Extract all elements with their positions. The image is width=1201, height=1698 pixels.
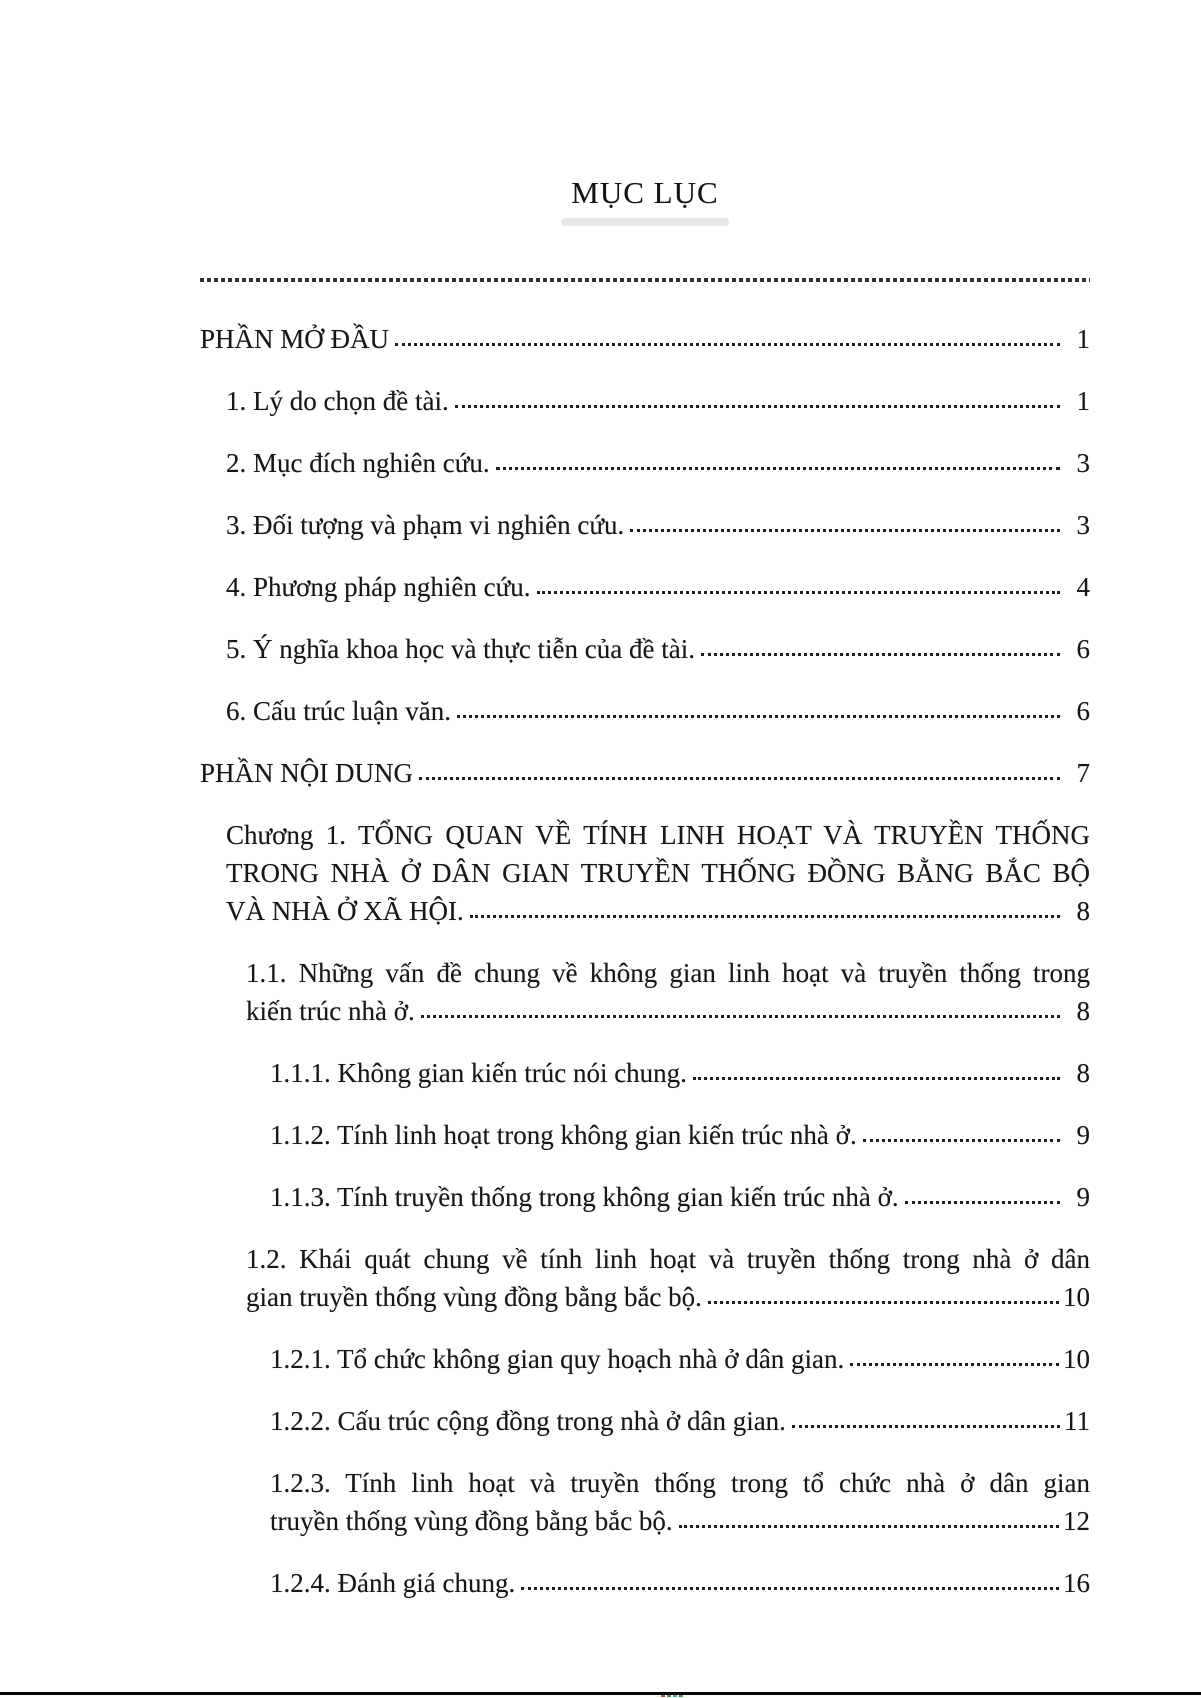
toc-entry <box>200 1240 1090 1316</box>
toc-entry-text: 1.1. Những vấn đề chung về không gian linh hoạt và truyền thống trong <box>246 958 1090 988</box>
toc-entry-lastline <box>226 892 1090 930</box>
dot-leader <box>630 529 1060 532</box>
page-number: 1 <box>1076 386 1090 416</box>
toc-entry <box>200 506 1090 544</box>
scan-speck <box>673 1695 677 1697</box>
toc-entry-label: truyền thống vùng đồng bằng bắc bộ. <box>270 1506 673 1536</box>
page-number: 16 <box>1063 1568 1090 1598</box>
toc-entry <box>200 630 1090 668</box>
dot-leader <box>679 1525 1059 1528</box>
toc-entry-label: PHẦN NỘI DUNG <box>200 758 413 788</box>
toc-entry-label: 6. Cấu trúc luận văn. <box>226 696 451 726</box>
toc-entry-lastline <box>270 1502 1090 1540</box>
page-number: 3 <box>1076 448 1090 478</box>
toc-entry-lastline <box>270 1178 1090 1216</box>
scan-speck <box>661 1695 665 1697</box>
scan-artifact-specks <box>661 1695 683 1697</box>
toc-entry-label: 1.1.1. Không gian kiến trúc nói chung. <box>270 1058 687 1088</box>
toc-entry <box>200 320 1090 358</box>
toc-entry <box>200 382 1090 420</box>
toc-entry-lastline <box>226 692 1090 730</box>
page-number: 8 <box>1076 896 1090 926</box>
page-number: 9 <box>1076 1120 1090 1150</box>
scan-speck <box>667 1695 671 1697</box>
toc-entry-label: VÀ NHÀ Ở XÃ HỘI. <box>226 896 464 926</box>
toc-entry <box>200 568 1090 606</box>
scan-speck <box>679 1695 683 1697</box>
page-number: 11 <box>1064 1406 1090 1436</box>
toc-entry <box>200 1116 1090 1154</box>
page-number: 6 <box>1076 696 1090 726</box>
page-number: 4 <box>1076 572 1090 602</box>
scan-edge-line <box>0 1692 1201 1695</box>
dot-leader <box>693 1077 1060 1080</box>
toc-entry <box>200 444 1090 482</box>
toc-entry-label: 1.2.2. Cấu trúc cộng đồng trong nhà ở dân gian. <box>270 1406 786 1436</box>
toc-entry <box>200 1054 1090 1092</box>
toc-entry-label: 1.2.4. Đánh giá chung. <box>270 1568 516 1598</box>
toc-entry <box>200 754 1090 792</box>
page-number: 10 <box>1063 1282 1090 1312</box>
toc-entry <box>200 1464 1090 1540</box>
toc-entry-lastline <box>270 1564 1090 1602</box>
title-artifact <box>561 218 729 226</box>
dot-leader <box>863 1139 1060 1142</box>
toc-entry-text: 1.2.3. Tính linh hoạt và truyền thống trong tổ chức nhà ở dân gian <box>270 1468 1090 1498</box>
toc-entry-lastline <box>226 506 1090 544</box>
dot-leader <box>701 653 1060 656</box>
separator-line <box>200 278 1090 282</box>
page-number: 8 <box>1076 996 1090 1026</box>
toc-entry-lastline <box>200 320 1090 358</box>
page-number: 6 <box>1076 634 1090 664</box>
toc-entry-lastline <box>226 630 1090 668</box>
page-number: 12 <box>1063 1506 1090 1536</box>
dot-leader <box>419 777 1060 780</box>
toc-entry-label: 1. Lý do chọn đề tài. <box>226 386 449 416</box>
toc-entry-label: 1.1.3. Tính truyền thống trong không gian kiến trúc nhà ở. <box>270 1182 899 1212</box>
dot-leader <box>850 1363 1059 1366</box>
dot-leader <box>421 1015 1060 1018</box>
toc-entry-lastline <box>226 444 1090 482</box>
dot-leader <box>395 343 1060 346</box>
toc-entry-lastline <box>270 1340 1090 1378</box>
toc-entry <box>200 692 1090 730</box>
dot-leader <box>521 1587 1059 1590</box>
toc-entry-label: 1.2.1. Tổ chức không gian quy hoạch nhà ở dân gian. <box>270 1344 845 1374</box>
toc-entry <box>200 954 1090 1030</box>
toc-entry-lastline <box>246 1278 1090 1316</box>
toc-entry-label: 1.1.2. Tính linh hoạt trong không gian kiến trúc nhà ở. <box>270 1120 857 1150</box>
toc-entry-lastline <box>270 1116 1090 1154</box>
toc-content <box>200 0 1090 1626</box>
toc-entry-lastline <box>226 568 1090 606</box>
toc-entry-label: gian truyền thống vùng đồng bằng bắc bộ. <box>246 1282 702 1312</box>
toc-entry-lastline <box>200 754 1090 792</box>
dot-leader <box>537 591 1060 594</box>
toc-entry <box>200 1564 1090 1602</box>
dot-leader <box>496 467 1060 470</box>
toc-entry <box>200 1402 1090 1440</box>
page-number: 9 <box>1076 1182 1090 1212</box>
dot-leader <box>457 715 1060 718</box>
toc-entry-lastline <box>226 382 1090 420</box>
page-number: 10 <box>1063 1344 1090 1374</box>
toc-entry-label: PHẦN MỞ ĐẦU <box>200 324 390 354</box>
page-number: 3 <box>1076 510 1090 540</box>
page-number: 7 <box>1076 758 1090 788</box>
page-number: 8 <box>1076 1058 1090 1088</box>
toc-entry <box>200 1340 1090 1378</box>
toc-entry <box>200 816 1090 930</box>
toc-entry-lastline <box>270 1054 1090 1092</box>
page-title: MỤC LỤC <box>571 175 719 210</box>
toc-entry <box>200 1178 1090 1216</box>
page-number: 1 <box>1076 324 1090 354</box>
dot-leader <box>708 1301 1059 1304</box>
toc-entry-lastline <box>246 992 1090 1030</box>
dot-leader <box>792 1425 1060 1428</box>
dot-leader <box>455 405 1060 408</box>
toc-entry-text: Chương 1. TỔNG QUAN VỀ TÍNH LINH HOẠT VÀ TRUYỀN THỐNG <box>226 820 1090 850</box>
toc-list <box>200 320 1090 1602</box>
dot-leader <box>470 915 1060 918</box>
toc-entry-label: 4. Phương pháp nghiên cứu. <box>226 572 531 602</box>
toc-entry-label: 5. Ý nghĩa khoa học và thực tiễn của đề tài. <box>226 634 695 664</box>
toc-entry-label: 3. Đối tượng và phạm vi nghiên cứu. <box>226 510 625 540</box>
toc-entry-label: 2. Mục đích nghiên cứu. <box>226 448 490 478</box>
toc-entry-text: 1.2. Khái quát chung về tính linh hoạt và truyền thống trong nhà ở dân <box>246 1244 1090 1274</box>
toc-entry-text: TRONG NHÀ Ở DÂN GIAN TRUYỀN THỐNG ĐỒNG BẰNG BẮC BỘ <box>226 858 1090 888</box>
toc-entry-label: kiến trúc nhà ở. <box>246 996 415 1026</box>
toc-entry-lastline <box>270 1402 1090 1440</box>
dot-leader <box>905 1201 1060 1204</box>
